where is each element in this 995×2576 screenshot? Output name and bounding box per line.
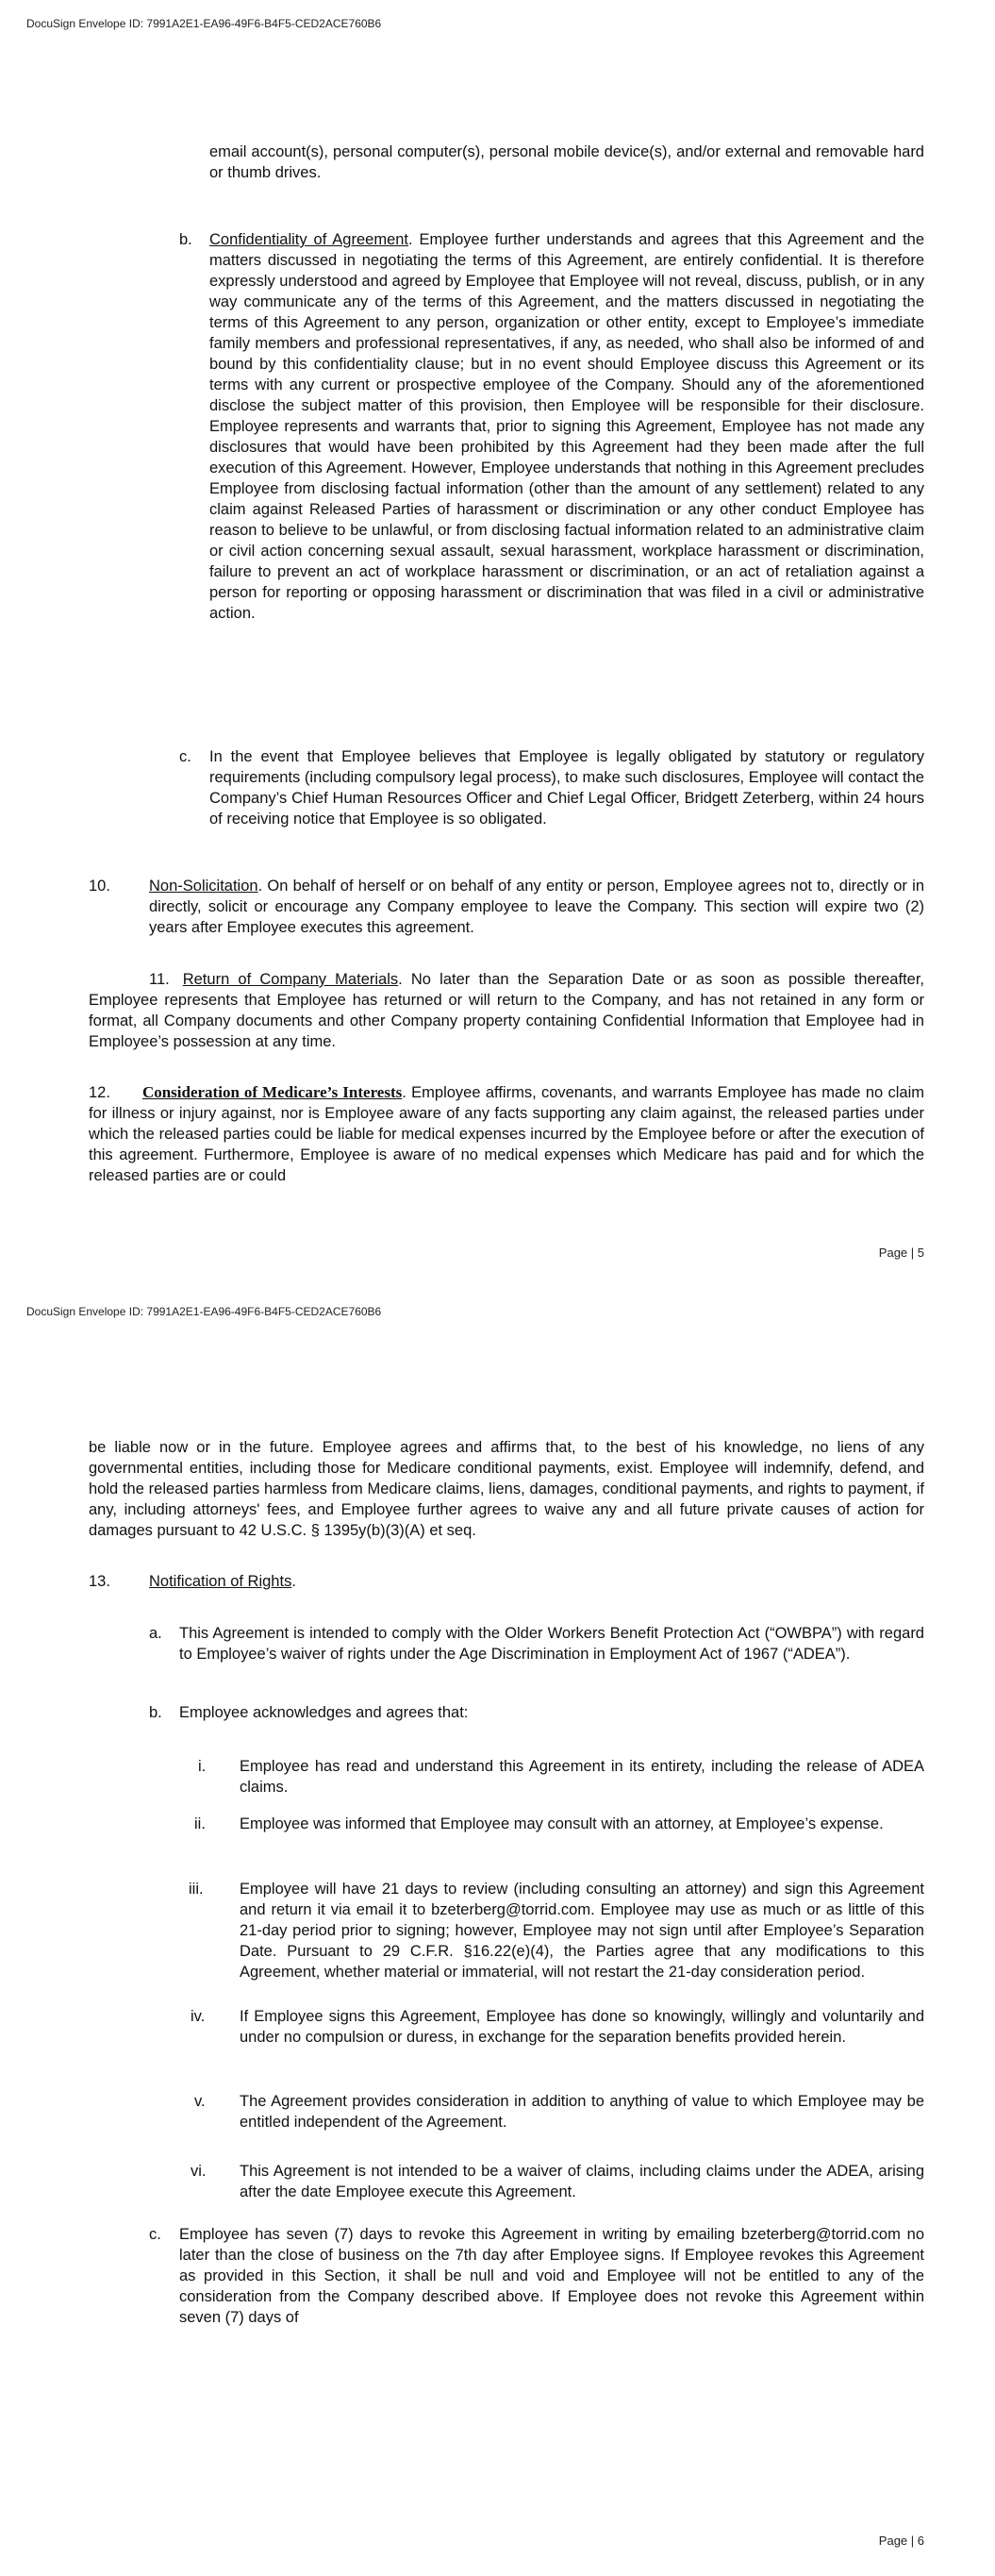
clause-b-title: Confidentiality of Agreement — [209, 231, 409, 248]
section-11-title: Return of Company Materials — [182, 971, 399, 988]
section-12-medicare — [89, 1082, 924, 1186]
section-12-number: 12. — [89, 1084, 110, 1101]
item-vi-label: vi. — [191, 2163, 207, 2180]
section-13-number: 13. — [89, 1573, 110, 1590]
clause-a-label: a. — [149, 1625, 162, 1642]
section-13-period: . — [291, 1573, 296, 1590]
section-11-text: . No later than the Separation Date or as soon as possible thereafter, Employee represents that Employee has returned or will return to the Company, and has not retained in any form or format, all Company documents and other Company property containing Confidential Information that Employee had in Employee’s possession at any time. — [89, 971, 925, 1050]
item-iv-text: If Employee signs this Agreement, Employee has done so knowingly, willingly and voluntarily and under no compulsion or duress, in exchange for the separation benefits provided herein. — [240, 2008, 924, 2046]
item-ii-text: Employee was informed that Employee may consult with an attorney, at Employee’s expense. — [240, 1815, 884, 1832]
item-iii-text: Employee will have 21 days to review (including consulting an attorney) and sign this Agreement and return it via email it to bzeterberg@torrid.com. Employee may use as much or as little of this 21-day period prior to signing; however, Employee may not sign until after Employee’s Separation Date. Pursuant to 29 C.F.R. §16.22(e)(4), the Parties agree that any modifications to this Agreement, whether material or immaterial, will not restart the 21-day consideration period. — [240, 1881, 924, 1981]
docusign-envelope-id: DocuSign Envelope ID: 7991A2E1-EA96-49F6-B4F5-CED2ACE760B6 — [26, 17, 382, 30]
page-number: Page | 5 — [878, 1246, 924, 1260]
section-10-text: . On behalf of herself or on behalf of any entity or person, Employee agrees not to, directly or in directly, solicit or encourage any Company employee to leave the Company. This section will expire two (2) years after Employee executes this agreement. — [149, 878, 924, 936]
clause-c-label: c. — [179, 748, 191, 765]
section-13-heading — [149, 1571, 924, 1592]
section-10-title: Non-Solicitation — [149, 878, 258, 895]
item-iii-label: iii. — [189, 1881, 204, 1898]
page-number: Page | 6 — [878, 2534, 924, 2548]
clause-c-label: c. — [149, 2226, 161, 2243]
item-v-label: v. — [194, 2093, 206, 2110]
document-page-6 — [0, 1288, 995, 2576]
clause-b-text: . Employee further understands and agrees that this Agreement and the matters discussed in negotiating the terms of this Agreement, are entirely confidential. It is therefore expressly understood and agreed by Employee that Employee will not reveal, discuss, publish, or in any way communicate any of the terms of this Agreement, and the matters discussed in negotiating the terms of this Agreement to any person, organization or other entity, except to Employee’s immediate family members and professional representatives, if any, as needed, who shall also be informed of and bound by this confidentiality clause; but in no event should Employee discuss this Agreement or its terms with any current or prospective employee of the Company. Should any of the aforementioned disclose the subject matter of this provision, then Employee will be responsible for their disclosure. Employee represents and warrants that, prior to signing this Agreement, Employee has not made any disclosures that would have been prohibited by this Agreement had they been made after the full execution of this Agreement. However, Employee understands that nothing in this Agreement precludes Employee from disclosing factual information (other than the amount of any settlement) related to any claim against Released Parties of harassment or discrimination or any other conduct Employee has reason to believe to be unlawful, or from disclosing factual information related to an administrative claim or civil action concerning sexual assault, sexual harassment, workplace harassment or discrimination, failure to prevent an act of workplace harassment or discrimination, or an act of retaliation against a person for reporting or opposing harassment or discrimination that was filed in a civil or administrative action. — [209, 231, 925, 622]
item-i-text: Employee has read and understand this Agreement in its entirety, including the release of ADEA claims. — [240, 1758, 924, 1796]
clause-a-owbpa: This Agreement is intended to comply with the Older Workers Benefit Protection Act (“OWBPA”) with regard to Employee’s waiver of rights under the Age Discrimination in Employment Act of 1967 (“ADEA”). — [179, 1625, 924, 1663]
clause-b-label: b. — [179, 231, 192, 248]
section-10-non-solicitation — [149, 876, 924, 938]
section-11-return-of-materials — [89, 969, 924, 1052]
section-13-title: Notification of Rights — [149, 1573, 292, 1590]
item-i-label: i. — [198, 1758, 207, 1775]
continued-paragraph: email account(s), personal computer(s), personal mobile device(s), and/or external and removable hard or thumb drives. — [209, 143, 924, 181]
clause-b-acknowledges: Employee acknowledges and agrees that: — [179, 1704, 469, 1721]
item-v-text: The Agreement provides consideration in addition to anything of value to which Employee may be entitled independent of the Agreement. — [240, 2093, 924, 2131]
medicare-continued-paragraph: be liable now or in the future. Employee agrees and affirms that, to the best of his knowledge, no liens of any governmental entities, including those for Medicare conditional payments, exist. Employee will indemnify, defend, and hold the released parties harmless from Medicare claims, liens, damages, conditional payments, and rights to payment, if any, including attorneys' fees, and Employee further agrees to waive any and all future private causes of action for damages pursuant to 42 U.S.C. § 1395y(b)(3)(A) et seq. — [89, 1439, 924, 1539]
item-vi-text: This Agreement is not intended to be a waiver of claims, including claims under the ADEA, arising after the date Employee execute this Agreement. — [240, 2163, 924, 2200]
docusign-envelope-id: DocuSign Envelope ID: 7991A2E1-EA96-49F6-B4F5-CED2ACE760B6 — [26, 1305, 382, 1318]
item-iv-label: iv. — [191, 2008, 206, 2025]
section-12-text: . Employee affirms, covenants, and warrants Employee has made no claim for illness or injury against, nor is Employee aware of any facts supporting any claim against, the released parties under which the released parties could be liable for medical expenses incurred by the Employee before or after the execution of this agreement. Furthermore, Employee is aware of no medical expenses which Medicare has paid and for which the released parties are or could — [89, 1084, 925, 1184]
clause-c-revocation: Employee has seven (7) days to revoke this Agreement in writing by emailing bzeterberg@torrid.com no later than the close of business on the 7th day after Employee signs. If Employee revokes this Agreement as provided in this Section, it shall be null and void and Employee will not be entitled to any of the consideration from the Company described above. If Employee does not revoke this Agreement within seven (7) days of — [179, 2226, 924, 2326]
section-12-title: Consideration of Medicare’s Interests — [141, 1083, 403, 1101]
clause-b-label: b. — [149, 1704, 162, 1721]
item-ii-label: ii. — [194, 1815, 206, 1832]
clause-c-text: In the event that Employee believes that Employee is legally obligated by statutory or regulatory requirements (including compulsory legal process), to make such disclosures, Employee will contact the Company’s Chief Human Resources Officer and Chief Legal Officer, Bridgett Zeterberg, within 24 hours of receiving notice that Employee is so obligated. — [209, 748, 924, 828]
section-10-number: 10. — [89, 878, 110, 895]
section-11-number: 11. — [149, 971, 170, 988]
clause-b-confidentiality — [209, 229, 924, 624]
